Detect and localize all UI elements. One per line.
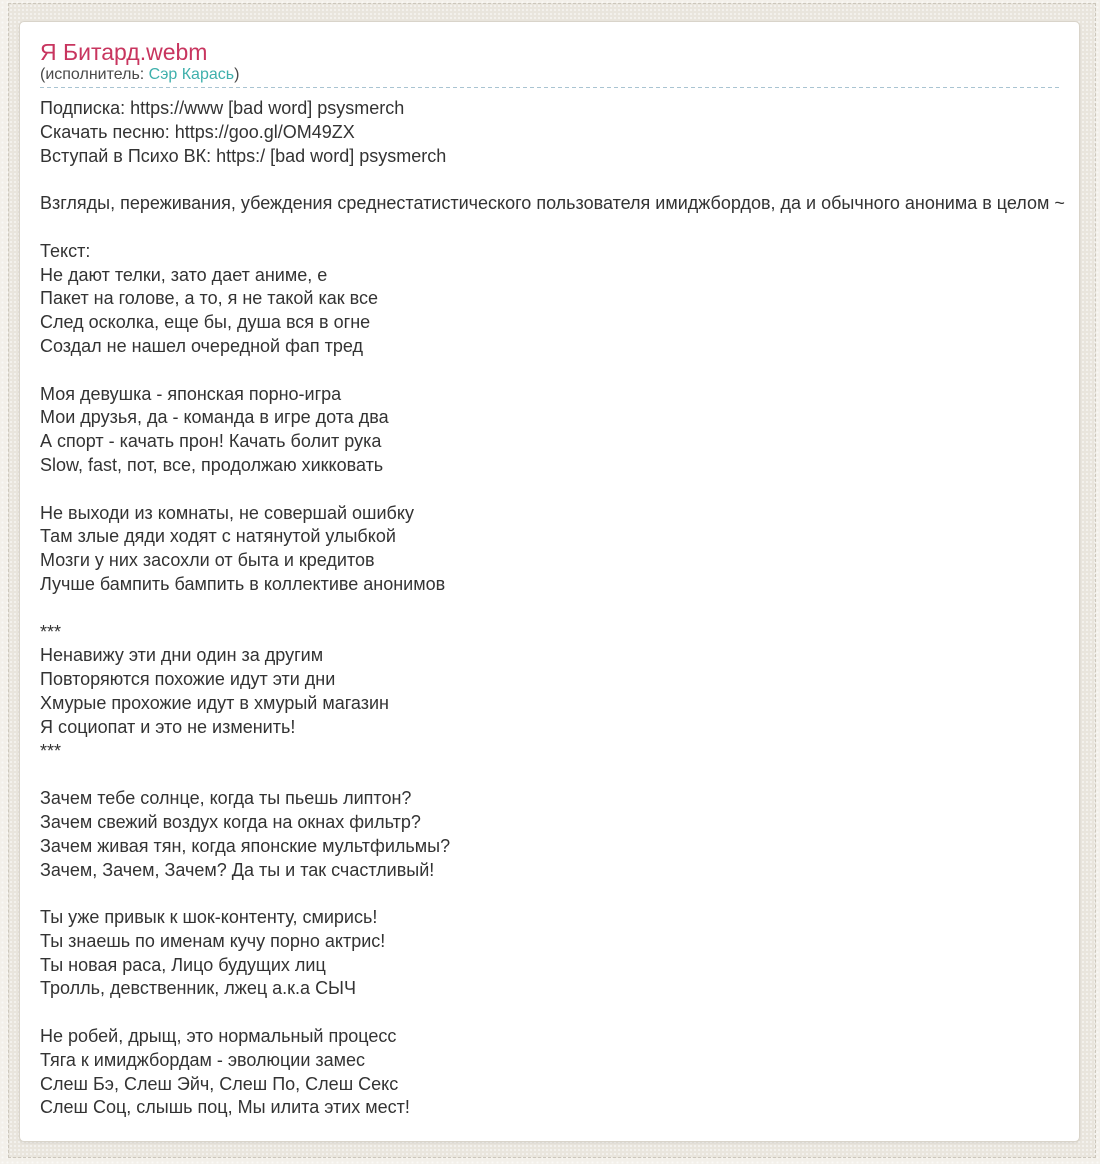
lyric-line	[40, 168, 1059, 192]
lyric-line	[40, 216, 1059, 240]
lyric-line	[40, 478, 1059, 502]
lyric-line: ***	[40, 621, 62, 642]
lyric-line: ***	[40, 740, 62, 761]
lyric-line: Создал не нашел очередной фап тред	[40, 335, 364, 356]
lyric-line	[40, 597, 1059, 621]
lyric-line	[40, 763, 1059, 787]
lyric-line: След осколка, еще бы, душа вся в огне	[40, 312, 371, 333]
lyric-line	[40, 1001, 1059, 1025]
lyric-line: Не робей, дрыщ, это нормальный процесс	[40, 1026, 397, 1047]
lyric-line: Ты новая раса, Лицо будущих лиц	[40, 954, 326, 975]
lyric-line	[40, 359, 1059, 383]
song-title: Я Битард.webm	[40, 39, 208, 65]
lyric-line: Текст:	[40, 240, 91, 261]
lyric-line: Слеш Соц, слышь поц, Мы илита этих мест!	[40, 1097, 410, 1118]
lyric-line: Зачем свежий воздух когда на окнах фильтр?	[40, 811, 421, 832]
lyric-line: Пакет на голове, а то, я не такой как все	[40, 288, 379, 309]
lyric-line: Хмурые прохожие идут в хмурый магазин	[40, 692, 389, 713]
artist-line	[40, 65, 1059, 85]
artist-label: (исполнитель:	[40, 66, 149, 83]
lyric-line: Я социопат и это не изменить!	[40, 716, 296, 737]
lyric-line: Взгляды, переживания, убеждения среднестатистического пользователя имиджбордов, да и обычного анонима в целом ~	[40, 193, 1065, 214]
lyric-line: Повторяются похожие идут эти дни	[40, 669, 336, 690]
lyric-line: Не дают телки, зато дает аниме, е	[40, 264, 328, 285]
lyric-line: Ты знаешь по именам кучу порно актрис!	[40, 930, 386, 951]
lyric-line: Ненавижу эти дни один за другим	[40, 645, 324, 666]
lyric-line: Моя девушка - японская порно-игра	[40, 383, 342, 404]
song-header	[40, 39, 1059, 88]
lyric-line: Зачем живая тян, когда японские мультфильмы?	[40, 835, 451, 856]
lyric-line: Зачем тебе солнце, когда ты пьешь липтон?	[40, 788, 412, 809]
artist-label-close: )	[234, 66, 240, 83]
lyric-line: Там злые дяди ходят с натянутой улыбкой	[40, 526, 396, 547]
lyric-line: Лучше бампить бампить в коллективе анонимов	[40, 573, 446, 594]
lyric-line: Зачем, Зачем, Зачем? Да ты и так счастливый!	[40, 859, 435, 880]
artist-link[interactable]: Сэр Карась	[148, 66, 235, 83]
lyric-line: А спорт - качать прон! Качать болит рука	[40, 431, 382, 452]
lyric-line	[40, 882, 1059, 906]
lyric-line: Не выходи из комнаты, не совершай ошибку	[40, 502, 414, 523]
lyric-line: Мозги у них засохли от быта и кредитов	[40, 550, 375, 571]
lyric-line: Вступай в Психо ВК: https:/ [bad word] psysmerch	[40, 145, 447, 166]
lyrics-card	[19, 21, 1080, 1142]
lyrics-text	[40, 97, 1065, 1120]
lyric-line: Тяга к имиджбордам - эволюции замес	[40, 1049, 366, 1070]
lyric-line: Тролль, девственник, лжец а.к.а СЫЧ	[40, 978, 356, 999]
lyric-line: Скачать песню: https://goo.gl/OM49ZX	[40, 121, 355, 142]
lyric-line: Подписка: https://www [bad word] psysmerch	[40, 98, 405, 118]
lyric-line: Мои друзья, да - команда в игре дота два	[40, 407, 389, 428]
lyric-line: Ты уже привык к шок-контенту, смирись!	[40, 907, 378, 928]
lyric-line: Slow, fast, пот, все, продолжаю хикковать	[40, 454, 384, 475]
lyric-line: Слеш Бэ, Слеш Эйч, Слеш По, Слеш Секс	[40, 1073, 399, 1094]
